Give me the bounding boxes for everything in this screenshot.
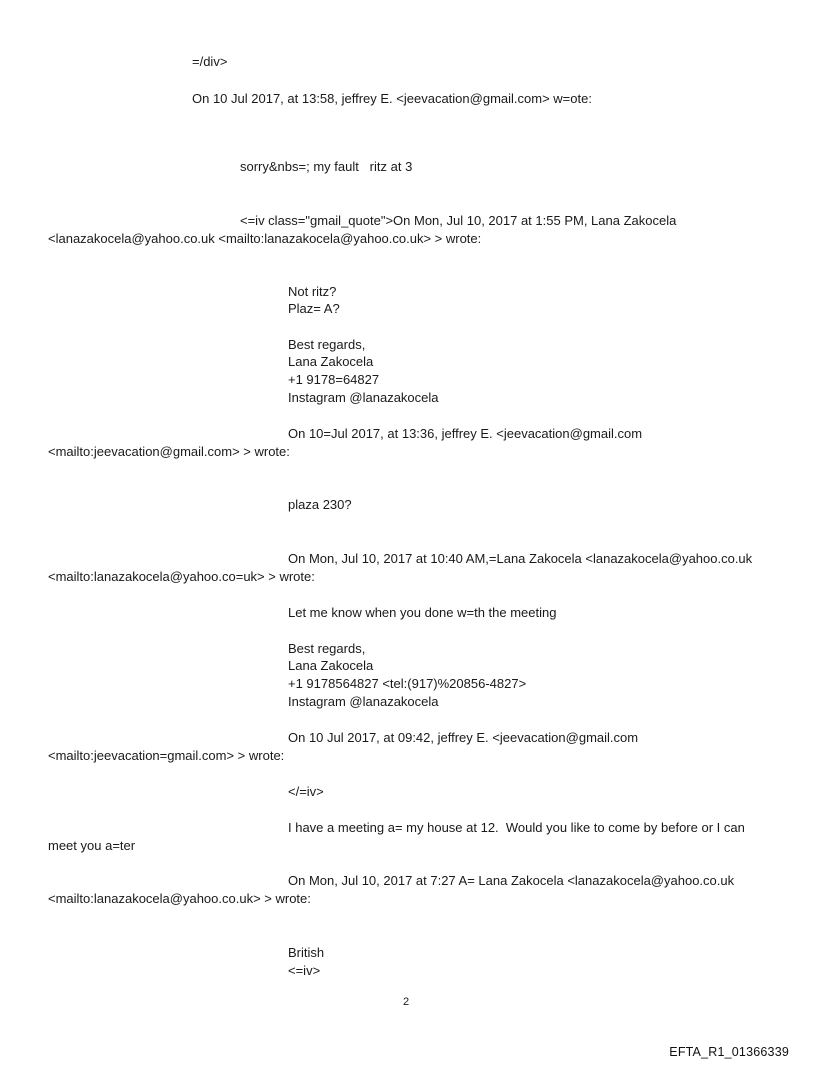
text-line: <lanazakocela@yahoo.co.uk <mailto:lanazakocela@yahoo.co.uk> > wrote: (48, 231, 482, 246)
text-line: On 10=Jul 2017, at 13:36, jeffrey E. <jeevacation@gmail.com (288, 426, 643, 441)
text-line: <=iv> (288, 963, 321, 978)
text-line: I have a meeting a= my house at 12. Would you like to come by before or I can (288, 820, 745, 835)
page-number: 2 (403, 996, 410, 1008)
text-line: Not ritz? (288, 284, 337, 299)
text-line: British (288, 945, 325, 960)
text-line: Best regards, (288, 641, 366, 656)
text-line: Lana Zakocela (288, 354, 374, 369)
text-line: +1 9178=64827 (288, 372, 380, 387)
document-id-footer: EFTA_R1_01366339 (669, 1045, 789, 1059)
text-line: Plaz= A? (288, 301, 340, 316)
text-line: plaza 230? (288, 497, 352, 512)
text-line: </=iv> (288, 784, 324, 799)
text-line: <mailto:jeevacation@gmail.com> > wrote: (48, 444, 290, 459)
text-line: On Mon, Jul 10, 2017 at 10:40 AM,=Lana Zakocela <lanazakocela@yahoo.co.uk (288, 551, 753, 566)
text-line: Best regards, (288, 337, 366, 352)
text-line: sorry&nbs=; my fault ritz at 3 (240, 159, 413, 174)
text-line: Let me know when you done w=th the meeting (288, 605, 557, 620)
text-line: meet you a=ter (48, 838, 136, 853)
text-line: On Mon, Jul 10, 2017 at 7:27 A= Lana Zakocela <lanazakocela@yahoo.co.uk (288, 873, 735, 888)
text-line: <=iv class="gmail_quote">On Mon, Jul 10, 2017 at 1:55 PM, Lana Zakocela (240, 213, 677, 228)
text-line: On 10 Jul 2017, at 09:42, jeffrey E. <jeevacation@gmail.com (288, 730, 639, 745)
text-line: Instagram @lanazakocela (288, 390, 439, 405)
text-line: <mailto:lanazakocela@yahoo.co.uk> > wrote: (48, 891, 311, 906)
text-line: On 10 Jul 2017, at 13:58, jeffrey E. <jeevacation@gmail.com> w=ote: (192, 91, 592, 106)
text-line: <mailto:jeevacation=gmail.com> > wrote: (48, 748, 285, 763)
text-line: <mailto:lanazakocela@yahoo.co=uk> > wrote: (48, 569, 315, 584)
text-line: =/div> (192, 54, 228, 69)
text-line: Instagram @lanazakocela (288, 694, 439, 709)
text-line: +1 9178564827 <tel:(917)%20856-4827> (288, 676, 527, 691)
text-line: Lana Zakocela (288, 658, 374, 673)
